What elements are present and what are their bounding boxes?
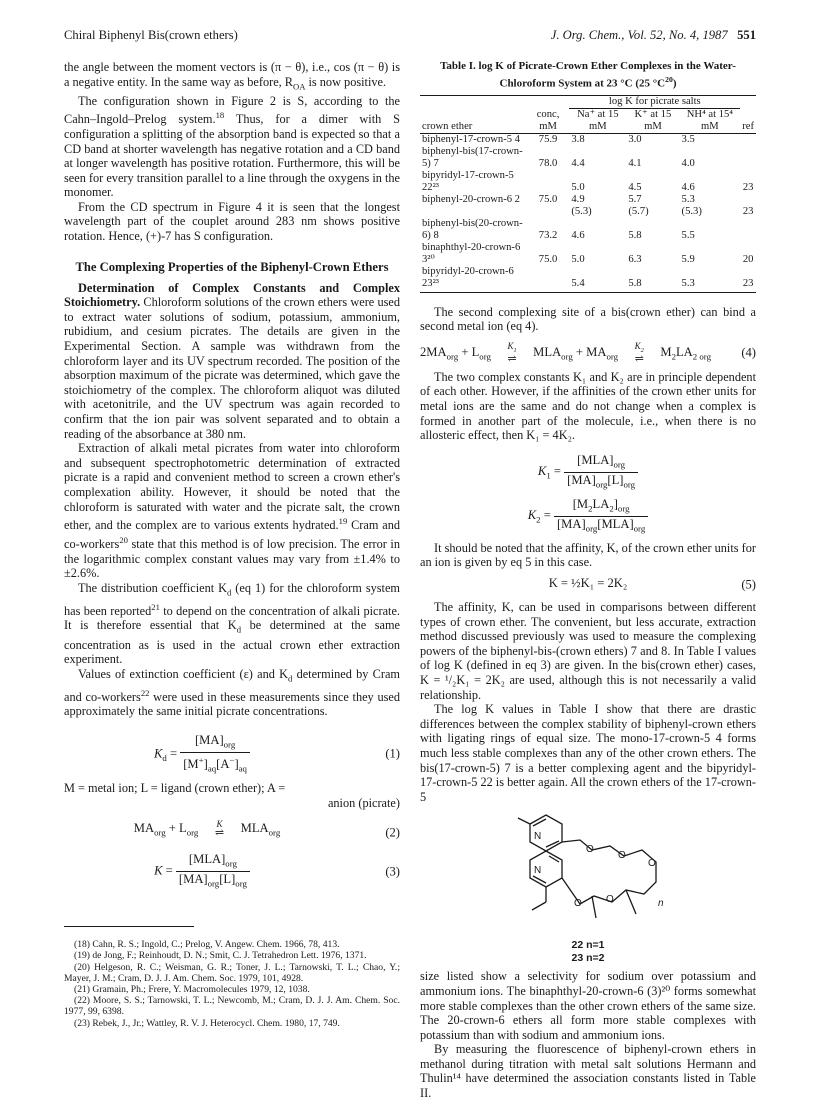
footnotes — [64, 939, 400, 1029]
footnote: (23) Rebek, J., Jr.; Wattley, R. V. J. Heterocycl. Chem. 1980, 17, 749. — [74, 1017, 340, 1029]
footnote-rule — [64, 926, 194, 933]
paragraph: The second complexing site of a bis(crown ether) can bind a second metal ion (eq 4). — [420, 304, 756, 334]
footnote: (20) Helgeson, R. C.; Weisman, G. R.; Toner, J. L.; Tarnowski, T. L.; Chao, Y.; Mayer, J. M.; Cram, D. J. J. Am. Chem. Soc. 1979, 101, 4928. — [64, 961, 400, 984]
table-row: bipyridyl-17-crown-5 22²³ 5.0 4.5 4.6 23 — [422, 169, 754, 193]
paragraph: It should be noted that the affinity, K, of the crown ether units for an ion is given by eq 5 in this case. — [420, 540, 756, 570]
table-row: binaphthyl-20-crown-6 3²⁰ 75.0 5.0 6.3 5.9 20 — [422, 241, 754, 265]
section-heading: The Complexing Properties of the Biphenyl-Crown Ethers — [75, 259, 389, 274]
table-header: K⁺ at 15 mM — [626, 108, 679, 133]
footnote: (22) Moore, S. S.; Tarnowski, T. L.; Newcomb, M.; Cram, D. J. J. Am. Chem. Soc. 1977, 99, 6398. — [64, 995, 400, 1018]
nitrogen-label: N — [534, 831, 542, 843]
table-row: biphenyl-bis(17-crown-5) 7 78.0 4.4 4.1 4.0 — [422, 145, 695, 169]
structure-diagram — [420, 810, 756, 965]
table-header: ref — [740, 108, 756, 133]
page-number: 551 — [737, 28, 756, 42]
paragraph: From the CD spectrum in Figure 4 it is seen that the longest wavelength part of the couplet around 283 nm shows positive rotation. Hence, (+)-7 has S configuration. — [64, 199, 400, 244]
table-row: biphenyl-bis(20-crown-6) 8 73.2 4.6 5.8 5.5 — [422, 217, 695, 241]
table-row: biphenyl-20-crown-6 2 75.0 4.9 5.7 5.3 — [422, 193, 695, 205]
oxygen-label: O — [574, 898, 582, 910]
table-header: conc, mM — [527, 108, 570, 133]
equation-5: K = ½K₁ = 2K₂ (5) — [548, 576, 756, 592]
footnote: (19) de Jong, F.; Reinhoudt, D. N.; Smit, C. J. Tetrahedron Lett. 1976, 1371. — [74, 950, 367, 962]
footnote: (21) Gramain, Ph.; Frere, Y. Macromolecules 1979, 12, 1038. — [74, 984, 310, 996]
paragraph: Determination of Complex Constants and Complex Stoichiometry. Chloroform solutions of the crown ethers were used to extract water solutions of sodium, potassium, ammonium, rubidium, and cesium picrates. The details are given in the Experimental Section. A sample was withdrawn from the chloroform layer and its UV spectrum recorded. The position of the absorption maximum of the picrate was determined, which gave the stoichiometry of the complex. The chloroform aliquot was diluted with acetonitrile, and the UV spectrum was again recorded to confirm that the ion pair was solvent separated and to obtain a reading of the absorbance at 380 nm. — [64, 280, 400, 441]
left-column — [64, 60, 400, 1029]
table-header: crown ether — [420, 108, 527, 133]
subsection-heading: Determination of Complex Constants and Complex Stoichiometry. — [64, 280, 400, 310]
equation-k2: $K_2$ = $\frac{[M_2LA_2]_{org}}{[MA]_{org}[MLA]_{org}}$ — [420, 497, 756, 535]
running-head-title: Chiral Biphenyl Bis(crown ethers) — [64, 28, 238, 42]
oxygen-label: O — [618, 850, 626, 862]
structure-label: 23 n=2 — [571, 951, 605, 964]
paragraph: The log K values in Table I show that there are drastic differences between the complex stability of biphenyl-crown ethers with ligating rings of equal size. The mono-17-crown-5 4 forms much less stable complexes than any of the other crown ethers. The bis(17-crown-5) 7 is a better complexing agent and the bipyridyl-17-crown-5 22 is better again. All the crown ethers of the 17-crown-5 — [420, 702, 757, 804]
paragraph: The distribution coefficient $K_d$ (eq 1) for the chloroform system has been reported$^{21}$ to depend on the concentration of alkali picrate. It is therefore essential that $K_d$ be determined at the same concentration as is used in the actual crown ether extraction experiment. — [64, 580, 401, 667]
equation-k1: $K_1$ = $\frac{[MLA]_{org}}{[MA]_{org}[L]_{org}}$ — [420, 453, 756, 491]
journal-citation: J. Org. Chem., Vol. 52, No. 4, 1987 — [550, 28, 728, 42]
oxygen-label: O — [648, 858, 656, 870]
running-head — [64, 28, 756, 44]
equation-2: $MA_{org} + L_{org}$ K ⇌ $MLA_{org}$ (2) — [133, 819, 400, 840]
table-row: (5.3) (5.7) (5.3) 23 — [571, 205, 754, 217]
oxygen-label: O — [606, 894, 614, 906]
equation-definitions: M = metal ion; L = ligand (crown ether); A = — [64, 781, 286, 796]
equation-1: $K_d$ = $\frac{[MA]_{org}}{[M^+]_{aq}[A^-]_{aq}}$ (1) — [64, 733, 400, 775]
data-table — [420, 95, 756, 293]
repeat-n-label: n — [658, 898, 664, 910]
right-column — [420, 60, 756, 1101]
structure-label: 22 n=1 — [571, 938, 605, 951]
paragraph: size listed show a selectivity for sodium over potassium and ammonium ions. The binaphthyl-20-crown-6 (3)²⁰ forms somewhat more stable complexes than the other crown ethers of the same size. The 20-crown-6 ethers all form more stable complexes with potassium than with sodium and ammonium ions. — [420, 969, 756, 1042]
footnote: (18) Cahn, R. S.; Ingold, C.; Prelog, V. Angew. Chem. 1966, 78, 413. — [74, 939, 340, 951]
table-row: biphenyl-17-crown-5 4 75.9 3.8 3.0 3.5 — [422, 133, 695, 145]
paragraph: By measuring the fluorescence of biphenyl-crown ethers in methanol during titration with metal salt solutions Hermann and Thulin¹⁴ have determined the association constants listed in Table II. — [420, 1042, 756, 1101]
paragraph: The two complex constants K₁ and K₂ are in principle dependent of each other. However, if the affinities of the crown ether units for metal ions are the same and do not change when a complex is formed in another part of the molecule, i.e., when there is no allosteric effect, then K₁ = 4K₂. — [420, 369, 756, 443]
table-group-header: log K for picrate salts — [569, 95, 740, 108]
paragraph: Values of extinction coefficient (ε) and $K_d$ determined by Cram and co-workers$^{22}$ were used in these measurements since they used approximately the same initial picrate concentrations. — [64, 666, 400, 719]
equation-3: K = $\frac{[MLA]_{org}}{[MA]_{org}[L]_{org}}$ (3) — [64, 852, 400, 892]
equation-4: $2MA_{org} + L_{org}$ $K_1$ ⇌ $MLA_{org} + MA_{org}$ $K_2$ ⇌ $M_2LA_{2 org}$ (4) — [420, 340, 756, 365]
table-header: Na⁺ at 15 mM — [569, 108, 626, 133]
bipyridyl-crown-structure — [420, 810, 756, 935]
oxygen-label: O — [586, 844, 594, 856]
paragraph: The configuration shown in Figure 2 is S, according to the Cahn–Ingold–Prelog system.$^{18}$ Thus, for a dimer with S configuration a splitting of the absorption band is expected so that a CD band at shorter wavelength has negative rotation and a CD band at longer wavelength has positive rotation. Furthermore, this will be seen for every transition parallel to a line through the oxygens in the monomer. — [64, 93, 401, 200]
table-row: bipyridyl-20-crown-6 23²³ 5.4 5.8 5.3 23 — [420, 266, 756, 293]
table-title: Table I. log K of Picrate-Crown Ether Complexes in the Water-Chloroform System at 23 °C (25 $^\circ C^{20}$) — [440, 60, 736, 90]
table-header: NH⁴ at 15⁴ mM — [680, 108, 741, 133]
paragraph: the angle between the moment vectors is (π − θ), i.e., cos (π − θ) is a negative entity. In the same way as before, $R_{OA}$ is now positive. — [64, 60, 400, 92]
nitrogen-label: N — [534, 865, 542, 877]
equation-definitions-cont: anion (picrate) — [327, 795, 400, 810]
paragraph: The affinity, K, can be used in comparisons between different types of crown ether. The convenient, but less accurate, extraction method discussed previously was used to measure the complexing powers of the biphenyl-bis-(crown ethers) 7 and 8. In Table I values of log K (defined in eq 3) are given. In the bis(crown ether) cases, K = ¹/₂K₁ = 2K₂ are used, although this is not necessarily a valid relationship. — [420, 600, 756, 702]
running-head-journal — [551, 28, 756, 43]
paragraph: Extraction of alkali metal picrates from water into chloroform and subsequent spectrophotometric determination of extracted picrate is a rapid and convenient method to screen a crown ether's complexation ability. However, it should be noted that the chloroform is saturated with water and the picrate salt, the crown ether, and the complex are to various extents hydrated.$^{19}$ Cram and co-workers$^{20}$ state that this method is of low precision. The error in the logarithmic complex constant values may vary from ±1.4% to ±2.6%. — [64, 441, 400, 581]
